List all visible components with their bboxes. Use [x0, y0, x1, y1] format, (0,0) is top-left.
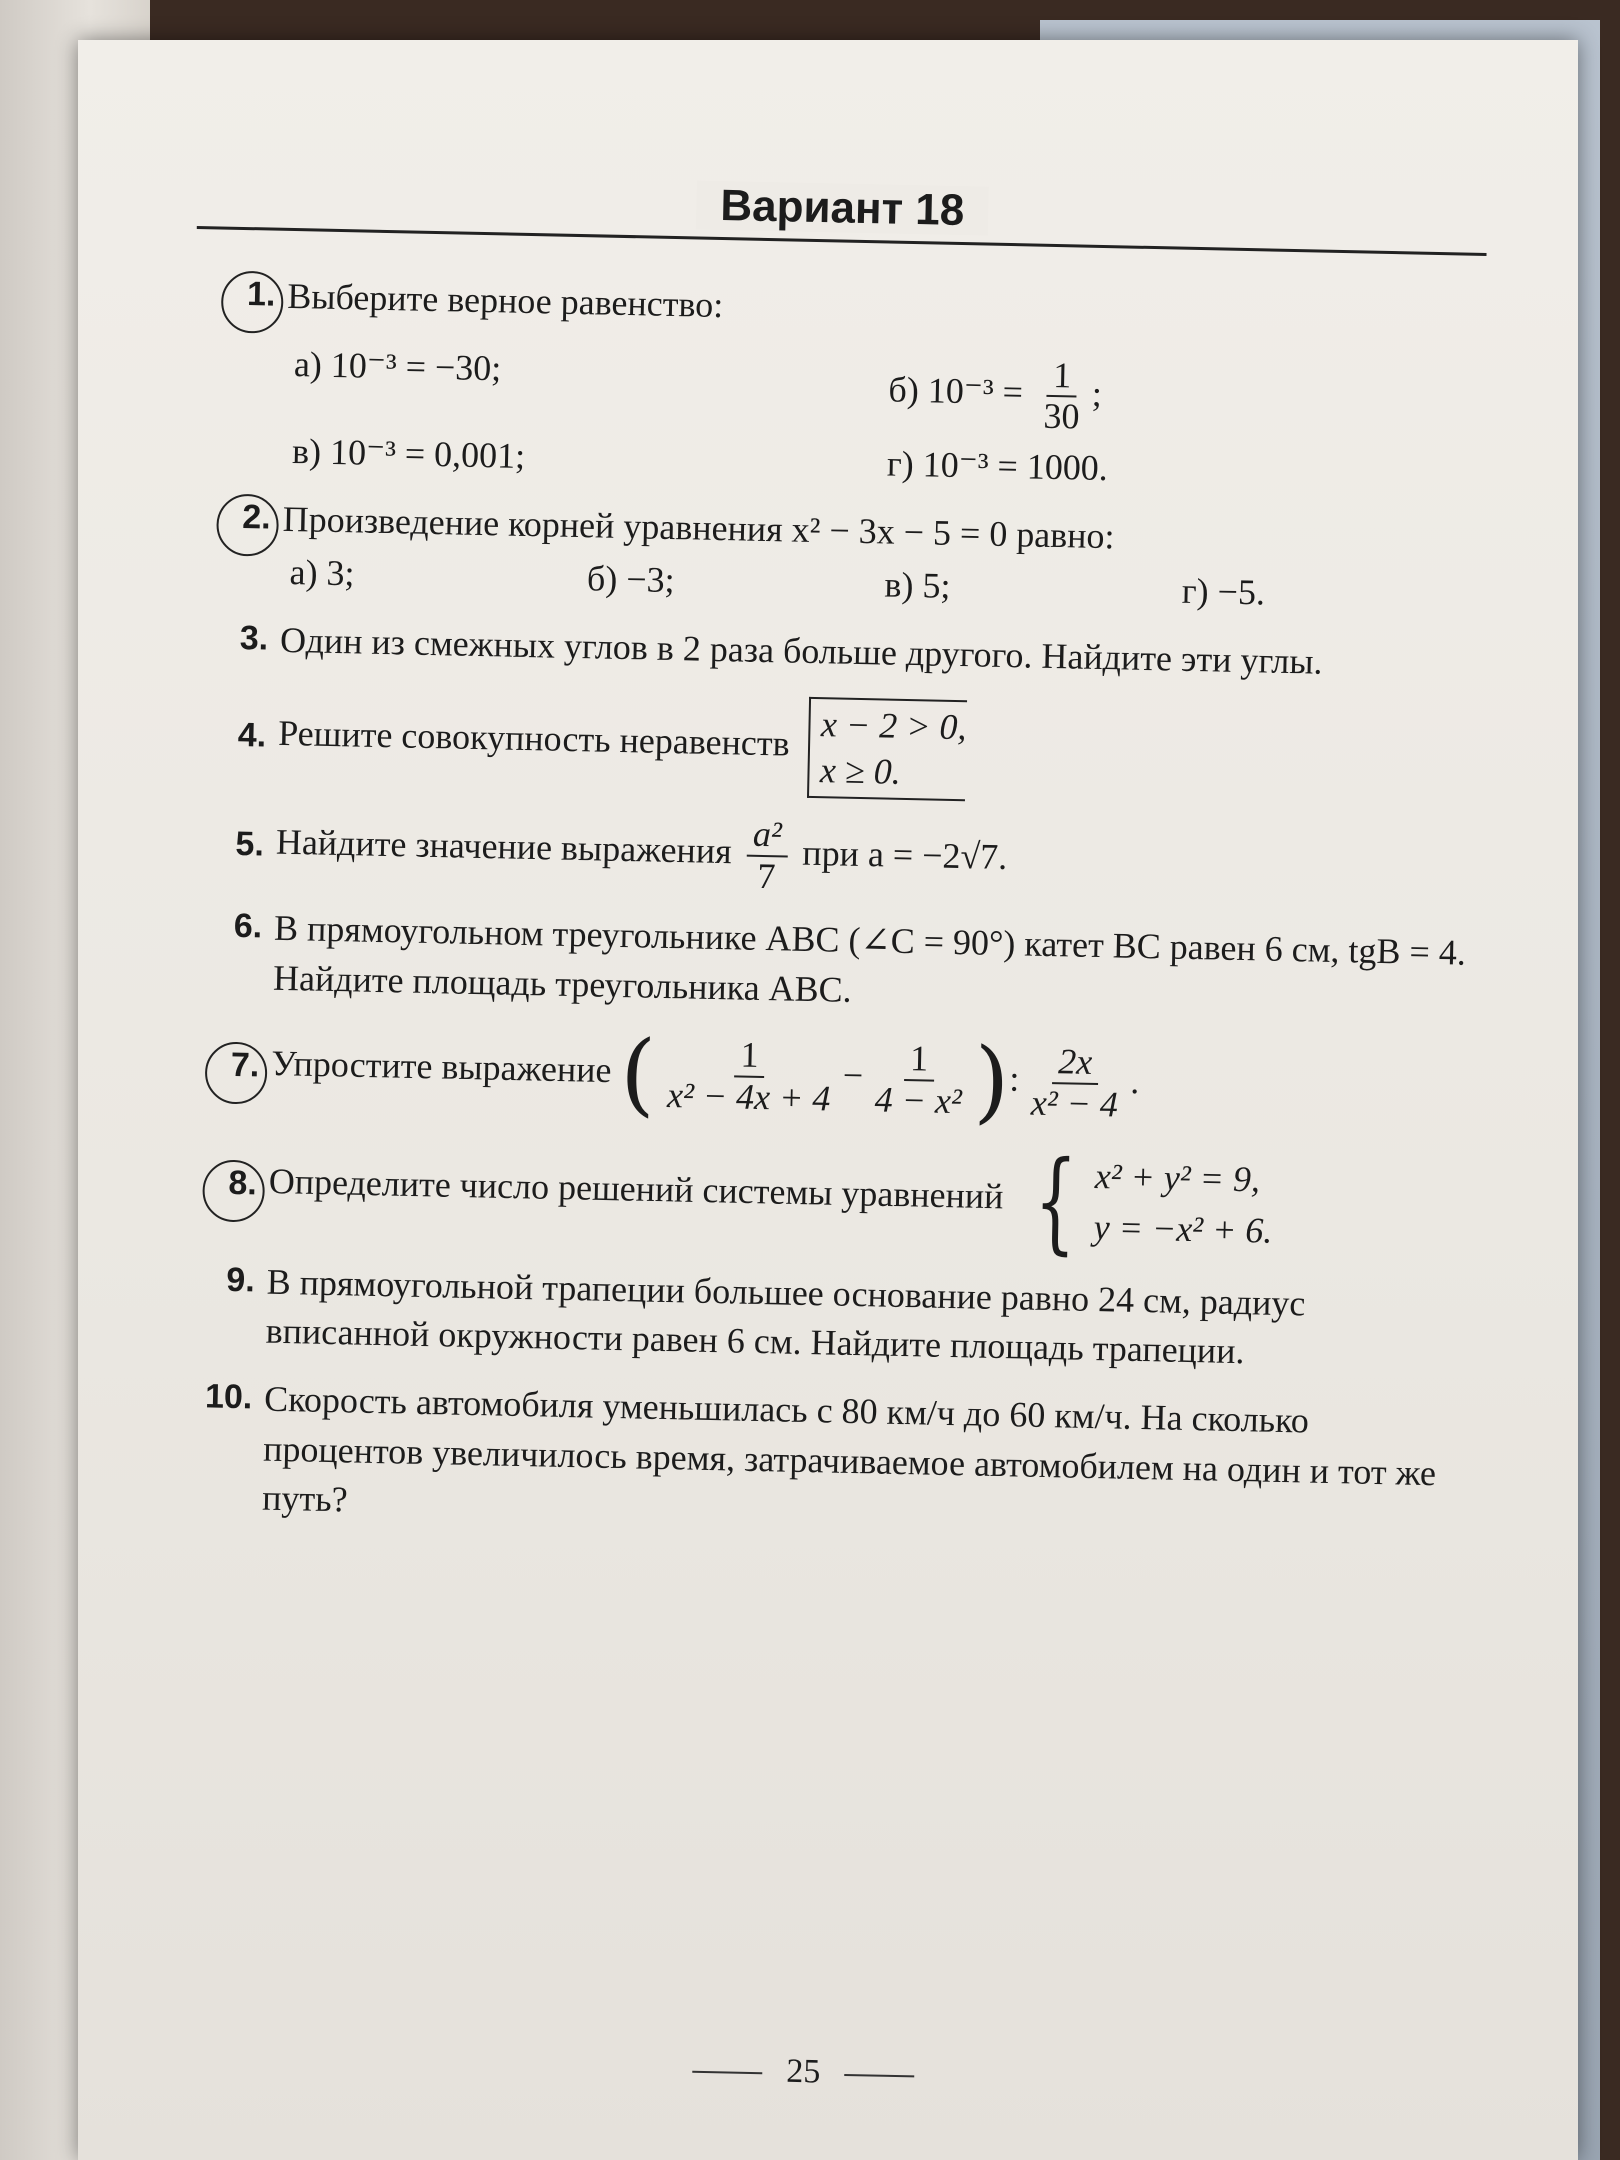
task-1 [192, 270, 1486, 502]
task-condition: при a = −2√7. [802, 832, 1008, 878]
task-9 [173, 1255, 1465, 1381]
task-8 [176, 1127, 1468, 1264]
footer-dash-right [844, 2074, 914, 2077]
fraction-3: $\frac{2x}{\text{x² − 4}}$ [1030, 1041, 1119, 1125]
task-text: Упростите выражение [270, 1042, 612, 1090]
equation-system [1019, 1136, 1274, 1266]
task-text: Найдите значение выражения [275, 821, 733, 872]
fraction: $\frac{\text{a²}}{7}$ [746, 815, 788, 897]
page-title: Вариант 18 [696, 180, 989, 235]
task-7: 7. Упростите выражение ( $\frac{1}{\text{x² − 4x + 4}}$ − $\frac{1}{\text{4 − x²}}$ ): $\frac{2x}{\text{x² − 4}}$ . [178, 1019, 1470, 1136]
page-footer [158, 2040, 1449, 2105]
task-number: 1. [195, 270, 288, 319]
option-a: а) 10⁻³ = −30; [293, 343, 502, 389]
task-text: В прямоугольной трапеции большее основание равно 24 см, радиус вписанной окружности равен 6 см. Найдите площадь трапеции. [265, 1261, 1306, 1372]
task-text: Скорость автомобиля уменьшилась с 80 км/ч до 60 км/ч. На сколько процентов увеличилось время, затрачиваемое автомобилем на один и тот же путь? [261, 1378, 1437, 1520]
equation-1: x² + y² = 9, [1094, 1156, 1261, 1200]
fraction-2: $\frac{1}{\text{4 − x²}}$ [874, 1038, 963, 1121]
task-number: 8. [176, 1159, 269, 1208]
inequality-set [807, 696, 967, 801]
equation-2: y = −x² + 6. [1093, 1206, 1273, 1251]
task-number: 3. [239, 618, 269, 658]
left-paren: ( [619, 1020, 657, 1127]
option-a: а) 3; [289, 552, 355, 594]
task-text: Произведение корней уравнения x² − 3x − 5 = 0 равно: [282, 498, 1115, 556]
task-number: 10. [204, 1377, 253, 1417]
task-text: В прямоугольном треугольнике ABC (∠C = 90°) катет BC равен 6 см, tgB = 4. Найдите площадь треугольника ABC. [272, 908, 1467, 1010]
task-number: 4. [237, 715, 267, 755]
book-page [78, 40, 1578, 2160]
task-text: Выберите верное равенство: [286, 275, 724, 326]
task-10 [170, 1373, 1463, 1549]
task-number: 7. [179, 1041, 272, 1090]
task-number: 5. [235, 825, 265, 864]
fraction-1: $\frac{1}{\text{x² − 4x + 4}}$ [666, 1034, 831, 1119]
task-2 [189, 492, 1481, 622]
task-number: 2. [190, 492, 283, 541]
inequality-1: x − 2 > 0, [820, 703, 967, 747]
right-paren: ) [973, 1028, 1011, 1134]
task-number: 6. [233, 907, 263, 946]
option-v: в) 10⁻³ = 0,001; [291, 430, 526, 476]
task-text: Один из смежных углов в 2 раза больше другого. Найдите эти углы. [279, 619, 1323, 682]
option-b: б) 10⁻³ = $\frac{1}{30}$ ; [888, 354, 1103, 437]
page-content [169, 170, 1487, 2091]
brace-icon: { [1032, 1136, 1078, 1266]
option-g: г) 10⁻³ = 1000. [886, 443, 1109, 488]
footer-dash-left [692, 2071, 762, 2074]
task-text: Определите число решений системы уравнений [268, 1160, 1004, 1217]
option-g: г) −5. [1181, 570, 1266, 613]
option-b: б) −3; [586, 558, 676, 601]
task-text: Решите совокупность неравенств [277, 712, 790, 764]
option-v: в) 5; [884, 564, 951, 607]
fraction: $\frac{1}{30}$ [1043, 354, 1080, 437]
page-number: 25 [785, 2052, 821, 2091]
task-5 [183, 803, 1474, 911]
task-4 [185, 683, 1477, 812]
task-3 [188, 614, 1479, 691]
task-options [292, 340, 1485, 502]
inequality-2: x ≥ 0. [819, 750, 902, 793]
task-number: 9. [226, 1260, 256, 1300]
task-6 [181, 902, 1473, 1028]
